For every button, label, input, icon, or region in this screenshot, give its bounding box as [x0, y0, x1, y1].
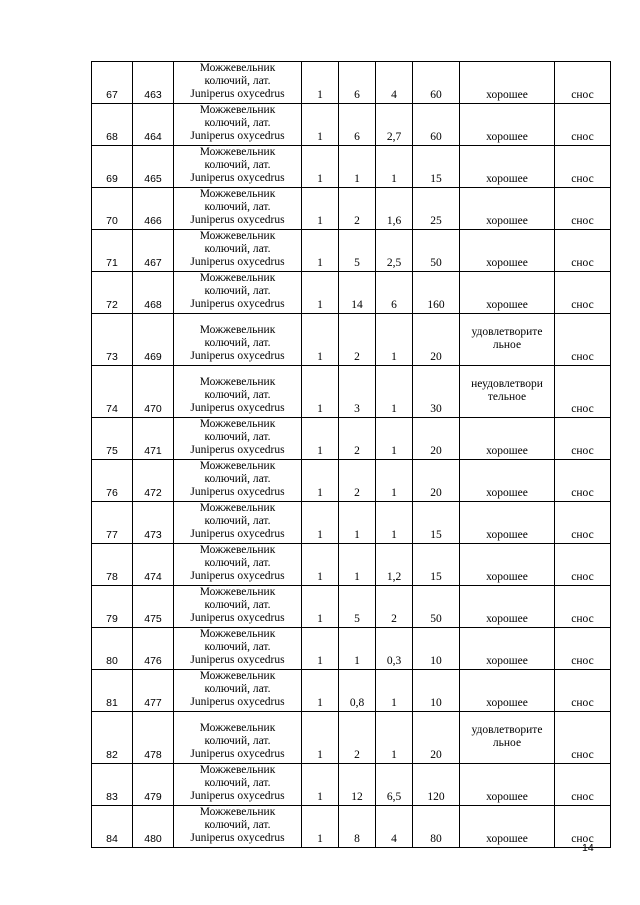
tree-id-cell: 468: [133, 272, 174, 314]
condition-line: хорошее: [486, 88, 528, 101]
action-cell: снос: [555, 272, 611, 314]
row-number-cell: 73: [92, 314, 133, 366]
table-row: [92, 314, 611, 366]
row-number-cell: 70: [92, 188, 133, 230]
height-cell: 2,7: [376, 104, 413, 146]
condition-cell: [460, 272, 555, 314]
count-cell: 1: [302, 712, 339, 764]
diameter-cell: 2: [339, 188, 376, 230]
condition-cell: [460, 62, 555, 104]
species-name-line: Можжевельник: [199, 62, 276, 74]
table-row: [92, 146, 611, 188]
action-cell: снос: [555, 764, 611, 806]
species-name-cell: [174, 366, 302, 418]
value-cell: 15: [413, 544, 460, 586]
count-cell: 1: [302, 62, 339, 104]
condition-line: хорошее: [486, 570, 528, 583]
action-cell: снос: [555, 188, 611, 230]
value-cell: 20: [413, 418, 460, 460]
tree-id-cell: 478: [133, 712, 174, 764]
condition-line: хорошее: [486, 696, 528, 709]
height-cell: 2: [376, 586, 413, 628]
diameter-cell: 6: [339, 62, 376, 104]
condition-cell: [460, 502, 555, 544]
condition-line: хорошее: [486, 832, 528, 845]
species-name-cell: [174, 314, 302, 366]
value-cell: 20: [413, 712, 460, 764]
species-name-line: колючий, лат.: [204, 75, 271, 87]
species-name-cell: [174, 764, 302, 806]
species-name-line: колючий, лат.: [204, 473, 271, 485]
species-name-line: колючий, лат.: [204, 201, 271, 213]
table-row: [92, 586, 611, 628]
value-cell: 25: [413, 188, 460, 230]
species-name-line: колючий, лат.: [204, 599, 271, 611]
species-name-cell: [174, 460, 302, 502]
diameter-cell: 2: [339, 712, 376, 764]
species-name-line: Можжевельник: [199, 104, 276, 116]
row-number-cell: 80: [92, 628, 133, 670]
value-cell: 20: [413, 314, 460, 366]
action-cell: снос: [555, 460, 611, 502]
species-name-line: Можжевельник: [199, 806, 276, 818]
species-name-line: Можжевельник: [199, 230, 276, 242]
count-cell: 1: [302, 628, 339, 670]
species-name-line: Можжевельник: [199, 324, 276, 336]
species-name-line: Juniperus oxycedrus: [190, 748, 285, 760]
action-cell: снос: [555, 230, 611, 272]
species-name-line: колючий, лат.: [204, 431, 271, 443]
condition-cell: [460, 418, 555, 460]
species-name-line: Juniperus oxycedrus: [190, 172, 285, 184]
diameter-cell: 1: [339, 146, 376, 188]
diameter-cell: 6: [339, 104, 376, 146]
action-cell: снос: [555, 104, 611, 146]
species-name-line: колючий, лат.: [204, 735, 271, 747]
condition-line: хорошее: [486, 214, 528, 227]
action-cell: снос: [555, 502, 611, 544]
species-name-cell: [174, 586, 302, 628]
condition-cell: [460, 764, 555, 806]
value-cell: 10: [413, 670, 460, 712]
species-name-line: Juniperus oxycedrus: [190, 130, 285, 142]
condition-line: тельное: [487, 390, 527, 403]
diameter-cell: 5: [339, 230, 376, 272]
table-row: [92, 418, 611, 460]
table-row: [92, 712, 611, 764]
table-row: [92, 502, 611, 544]
action-cell: снос: [555, 314, 611, 366]
species-name-line: Juniperus oxycedrus: [190, 570, 285, 582]
action-cell: снос: [555, 670, 611, 712]
species-name-line: Можжевельник: [199, 586, 276, 598]
count-cell: 1: [302, 418, 339, 460]
action-cell: снос: [555, 418, 611, 460]
species-name-cell: [174, 418, 302, 460]
condition-cell: [460, 586, 555, 628]
diameter-cell: 0,8: [339, 670, 376, 712]
count-cell: 1: [302, 104, 339, 146]
condition-cell: [460, 366, 555, 418]
species-name-line: Juniperus oxycedrus: [190, 402, 285, 414]
count-cell: 1: [302, 314, 339, 366]
species-name-line: Juniperus oxycedrus: [190, 790, 285, 802]
condition-cell: [460, 188, 555, 230]
height-cell: 4: [376, 806, 413, 848]
species-name-line: Juniperus oxycedrus: [190, 298, 285, 310]
species-name-line: Juniperus oxycedrus: [190, 88, 285, 100]
value-cell: 30: [413, 366, 460, 418]
value-cell: 120: [413, 764, 460, 806]
species-name-cell: [174, 188, 302, 230]
value-cell: 160: [413, 272, 460, 314]
species-name-line: Juniperus oxycedrus: [190, 696, 285, 708]
species-name-line: Juniperus oxycedrus: [190, 214, 285, 226]
species-name-line: Можжевельник: [199, 188, 276, 200]
height-cell: 1: [376, 418, 413, 460]
height-cell: 1: [376, 366, 413, 418]
table-row: [92, 366, 611, 418]
condition-cell: [460, 628, 555, 670]
species-name-line: Можжевельник: [199, 764, 276, 776]
tree-id-cell: 476: [133, 628, 174, 670]
action-cell: снос: [555, 806, 611, 848]
height-cell: 1: [376, 460, 413, 502]
species-name-line: колючий, лат.: [204, 337, 271, 349]
table-row: [92, 544, 611, 586]
species-name-line: Можжевельник: [199, 628, 276, 640]
height-cell: 1: [376, 314, 413, 366]
row-number-cell: 71: [92, 230, 133, 272]
diameter-cell: 1: [339, 544, 376, 586]
species-name-line: Juniperus oxycedrus: [190, 444, 285, 456]
condition-cell: [460, 670, 555, 712]
species-name-cell: [174, 62, 302, 104]
tree-id-cell: 474: [133, 544, 174, 586]
diameter-cell: 2: [339, 418, 376, 460]
table-row: [92, 764, 611, 806]
species-name-line: колючий, лат.: [204, 243, 271, 255]
condition-line: хорошее: [486, 256, 528, 269]
species-name-line: Можжевельник: [199, 670, 276, 682]
diameter-cell: 14: [339, 272, 376, 314]
height-cell: 4: [376, 62, 413, 104]
species-name-line: Juniperus oxycedrus: [190, 256, 285, 268]
diameter-cell: 5: [339, 586, 376, 628]
species-name-cell: [174, 670, 302, 712]
action-cell: снос: [555, 628, 611, 670]
species-name-line: колючий, лат.: [204, 819, 271, 831]
condition-cell: [460, 230, 555, 272]
condition-line: льное: [492, 338, 522, 351]
species-name-cell: [174, 104, 302, 146]
action-cell: снос: [555, 712, 611, 764]
table-row: [92, 460, 611, 502]
row-number-cell: 69: [92, 146, 133, 188]
tree-id-cell: 470: [133, 366, 174, 418]
count-cell: 1: [302, 230, 339, 272]
species-name-line: Можжевельник: [199, 460, 276, 472]
species-name-cell: [174, 806, 302, 848]
count-cell: 1: [302, 764, 339, 806]
tree-id-cell: 477: [133, 670, 174, 712]
species-name-cell: [174, 272, 302, 314]
species-name-line: колючий, лат.: [204, 777, 271, 789]
species-name-line: колючий, лат.: [204, 515, 271, 527]
table-body: [92, 62, 611, 848]
height-cell: 1: [376, 146, 413, 188]
condition-line: удовлетворите: [471, 724, 543, 736]
count-cell: 1: [302, 146, 339, 188]
value-cell: 15: [413, 146, 460, 188]
value-cell: 10: [413, 628, 460, 670]
height-cell: 2,5: [376, 230, 413, 272]
diameter-cell: 1: [339, 628, 376, 670]
diameter-cell: 1: [339, 502, 376, 544]
table-row: [92, 62, 611, 104]
species-name-line: Juniperus oxycedrus: [190, 350, 285, 362]
count-cell: 1: [302, 272, 339, 314]
species-name-cell: [174, 628, 302, 670]
table-row: [92, 670, 611, 712]
species-name-line: колючий, лат.: [204, 557, 271, 569]
species-name-line: Можжевельник: [199, 376, 276, 388]
table-row: [92, 104, 611, 146]
count-cell: 1: [302, 188, 339, 230]
height-cell: 1,2: [376, 544, 413, 586]
species-name-line: колючий, лат.: [204, 159, 271, 171]
tree-id-cell: 469: [133, 314, 174, 366]
tree-id-cell: 464: [133, 104, 174, 146]
species-name-line: колючий, лат.: [204, 683, 271, 695]
tree-id-cell: 475: [133, 586, 174, 628]
value-cell: 50: [413, 230, 460, 272]
species-name-line: колючий, лат.: [204, 389, 271, 401]
value-cell: 60: [413, 104, 460, 146]
tree-id-cell: 480: [133, 806, 174, 848]
diameter-cell: 8: [339, 806, 376, 848]
height-cell: 1: [376, 712, 413, 764]
count-cell: 1: [302, 586, 339, 628]
row-number-cell: 68: [92, 104, 133, 146]
condition-cell: [460, 104, 555, 146]
tree-id-cell: 472: [133, 460, 174, 502]
species-name-line: Juniperus oxycedrus: [190, 832, 285, 844]
table-row: [92, 806, 611, 848]
species-name-cell: [174, 712, 302, 764]
species-name-line: Juniperus oxycedrus: [190, 486, 285, 498]
species-name-line: Можжевельник: [199, 544, 276, 556]
species-name-line: Можжевельник: [199, 272, 276, 284]
species-name-cell: [174, 146, 302, 188]
value-cell: 80: [413, 806, 460, 848]
diameter-cell: 2: [339, 314, 376, 366]
value-cell: 15: [413, 502, 460, 544]
tree-id-cell: 465: [133, 146, 174, 188]
row-number-cell: 83: [92, 764, 133, 806]
condition-line: хорошее: [486, 612, 528, 625]
action-cell: снос: [555, 544, 611, 586]
condition-line: хорошее: [486, 790, 528, 803]
species-name-line: Juniperus oxycedrus: [190, 612, 285, 624]
action-cell: снос: [555, 366, 611, 418]
action-cell: снос: [555, 62, 611, 104]
count-cell: 1: [302, 806, 339, 848]
row-number-cell: 84: [92, 806, 133, 848]
condition-line: хорошее: [486, 654, 528, 667]
row-number-cell: 67: [92, 62, 133, 104]
species-name-cell: [174, 502, 302, 544]
page-number: 14: [582, 842, 594, 854]
condition-line: хорошее: [486, 298, 528, 311]
action-cell: снос: [555, 146, 611, 188]
row-number-cell: 81: [92, 670, 133, 712]
row-number-cell: 75: [92, 418, 133, 460]
height-cell: 6: [376, 272, 413, 314]
condition-cell: [460, 146, 555, 188]
tree-id-cell: 471: [133, 418, 174, 460]
count-cell: 1: [302, 502, 339, 544]
species-name-line: Можжевельник: [199, 146, 276, 158]
condition-line: льное: [492, 736, 522, 749]
condition-line: хорошее: [486, 172, 528, 185]
row-number-cell: 77: [92, 502, 133, 544]
row-number-cell: 76: [92, 460, 133, 502]
condition-cell: [460, 806, 555, 848]
condition-cell: [460, 314, 555, 366]
species-name-line: Можжевельник: [199, 502, 276, 514]
condition-line: хорошее: [486, 444, 528, 457]
value-cell: 50: [413, 586, 460, 628]
value-cell: 20: [413, 460, 460, 502]
count-cell: 1: [302, 544, 339, 586]
tree-id-cell: 466: [133, 188, 174, 230]
tree-id-cell: 463: [133, 62, 174, 104]
tree-id-cell: 479: [133, 764, 174, 806]
species-name-line: колючий, лат.: [204, 285, 271, 297]
species-name-line: колючий, лат.: [204, 641, 271, 653]
condition-cell: [460, 544, 555, 586]
count-cell: 1: [302, 460, 339, 502]
species-name-cell: [174, 230, 302, 272]
species-name-cell: [174, 544, 302, 586]
row-number-cell: 79: [92, 586, 133, 628]
height-cell: 1: [376, 502, 413, 544]
count-cell: 1: [302, 670, 339, 712]
species-name-line: колючий, лат.: [204, 117, 271, 129]
tree-id-cell: 467: [133, 230, 174, 272]
species-name-line: Можжевельник: [199, 722, 276, 734]
condition-line: хорошее: [486, 130, 528, 143]
species-name-line: Можжевельник: [199, 418, 276, 430]
condition-line: удовлетворите: [471, 326, 543, 338]
row-number-cell: 78: [92, 544, 133, 586]
value-cell: 60: [413, 62, 460, 104]
tree-id-cell: 473: [133, 502, 174, 544]
row-number-cell: 72: [92, 272, 133, 314]
height-cell: 1,6: [376, 188, 413, 230]
table-row: [92, 188, 611, 230]
species-name-line: Juniperus oxycedrus: [190, 654, 285, 666]
condition-line: хорошее: [486, 486, 528, 499]
count-cell: 1: [302, 366, 339, 418]
condition-line: неудовлетвори: [471, 378, 543, 390]
height-cell: 1: [376, 670, 413, 712]
tree-inventory-table: [91, 61, 611, 848]
condition-line: хорошее: [486, 528, 528, 541]
table-row: [92, 272, 611, 314]
condition-cell: [460, 460, 555, 502]
row-number-cell: 82: [92, 712, 133, 764]
table-row: [92, 628, 611, 670]
height-cell: 6,5: [376, 764, 413, 806]
diameter-cell: 12: [339, 764, 376, 806]
action-cell: снос: [555, 586, 611, 628]
row-number-cell: 74: [92, 366, 133, 418]
diameter-cell: 3: [339, 366, 376, 418]
height-cell: 0,3: [376, 628, 413, 670]
species-name-line: Juniperus oxycedrus: [190, 528, 285, 540]
diameter-cell: 2: [339, 460, 376, 502]
table-row: [92, 230, 611, 272]
condition-cell: [460, 712, 555, 764]
